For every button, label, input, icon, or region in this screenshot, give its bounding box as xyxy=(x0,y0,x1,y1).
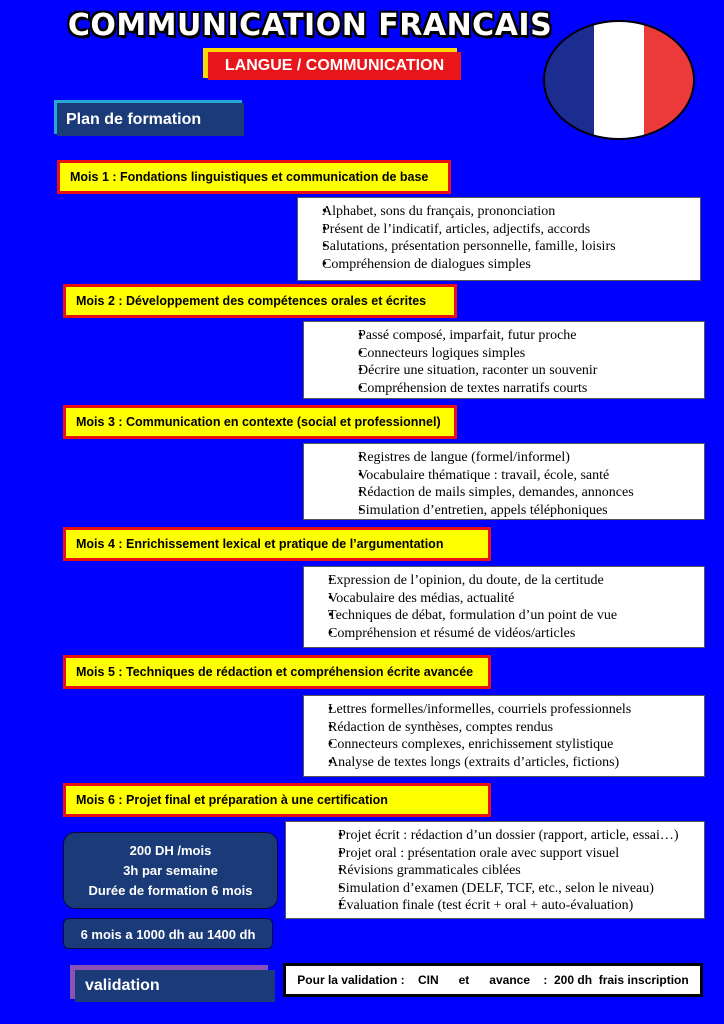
total-price-box: 6 mois a 1000 dh au 1400 dh xyxy=(63,918,273,949)
list-item: • Connecteurs complexes, enrichissement stylistique xyxy=(314,736,704,754)
price-per-month: 200 DH /mois xyxy=(129,843,212,858)
flag-stripe-red xyxy=(644,22,693,138)
list-item: • Vocabulaire des médias, actualité xyxy=(314,590,704,608)
list-item: • Révisions grammaticales ciblées xyxy=(314,862,704,880)
month-1-content xyxy=(297,197,701,281)
pricing-box xyxy=(63,832,278,909)
month-1-title: Mois 1 : Fondations linguistiques et communication de base xyxy=(57,160,451,194)
list-item: • Rédaction de synthèses, comptes rendus xyxy=(314,719,704,737)
flag-stripe-white xyxy=(594,22,643,138)
list-item: • Registres de langue (formel/informel) xyxy=(332,449,704,467)
list-item: • Rédaction de mails simples, demandes, annonces xyxy=(332,484,704,502)
list-item: • Connecteurs logiques simples xyxy=(332,345,704,363)
list-item: • Techniques de débat, formulation d’un point de vue xyxy=(314,607,704,625)
list-item: • Compréhension de textes narratifs courts xyxy=(332,380,704,398)
month-6-title: Mois 6 : Projet final et préparation à une certification xyxy=(63,783,491,817)
month-5-content xyxy=(303,695,705,777)
list-item: • Alphabet, sons du français, prononciation xyxy=(304,203,700,221)
month-5-title: Mois 5 : Techniques de rédaction et compréhension écrite avancée xyxy=(63,655,491,689)
month-3-title: Mois 3 : Communication en contexte (social et professionnel) xyxy=(63,405,457,439)
subtitle-label: LANGUE / COMMUNICATION xyxy=(208,52,461,80)
plan-heading-label: Plan de formation xyxy=(57,103,244,136)
list-item: • Présent de l’indicatif, articles, adjectifs, accords xyxy=(304,221,700,239)
validation-label: validation xyxy=(75,970,275,1002)
list-item: • Décrire une situation, raconter un souvenir xyxy=(332,362,704,380)
list-item: • Expression de l’opinion, du doute, de la certitude xyxy=(314,572,704,590)
page-title: COMMUNICATION FRANCAIS xyxy=(67,8,553,43)
list-item: • Lettres formelles/informelles, courriels professionnels xyxy=(314,701,704,719)
french-flag-icon xyxy=(543,20,695,140)
list-item: • Projet écrit : rédaction d’un dossier (rapport, article, essai…) xyxy=(314,827,704,845)
validation-requirements: Pour la validation : CIN et avance : 200 dh frais inscription xyxy=(283,963,703,997)
list-item: • Compréhension de dialogues simples xyxy=(304,256,700,274)
list-item: • Simulation d’entretien, appels téléphoniques xyxy=(332,502,704,520)
month-2-title: Mois 2 : Développement des compétences orales et écrites xyxy=(63,284,457,318)
list-item: • Projet oral : présentation orale avec support visuel xyxy=(314,845,704,863)
list-item: • Passé composé, imparfait, futur proche xyxy=(332,327,704,345)
month-3-content xyxy=(303,443,705,520)
hours-per-week: 3h par semaine xyxy=(123,863,218,878)
list-item: • Salutations, présentation personnelle, famille, loisirs xyxy=(304,238,700,256)
training-duration: Durée de formation 6 mois xyxy=(88,883,253,898)
list-item: • Vocabulaire thématique : travail, école, santé xyxy=(332,467,704,485)
month-4-title: Mois 4 : Enrichissement lexical et pratique de l’argumentation xyxy=(63,527,491,561)
subtitle-badge xyxy=(203,48,461,82)
validation-heading xyxy=(70,965,275,1005)
month-2-content xyxy=(303,321,705,399)
month-4-content xyxy=(303,566,705,648)
plan-heading xyxy=(54,100,244,136)
list-item: • Évaluation finale (test écrit + oral + auto-évaluation) xyxy=(314,897,704,915)
list-item: • Simulation d’examen (DELF, TCF, etc., selon le niveau) xyxy=(314,880,704,898)
list-item: • Compréhension et résumé de vidéos/articles xyxy=(314,625,704,643)
list-item: • Analyse de textes longs (extraits d’articles, fictions) xyxy=(314,754,704,772)
month-6-content xyxy=(285,821,705,919)
